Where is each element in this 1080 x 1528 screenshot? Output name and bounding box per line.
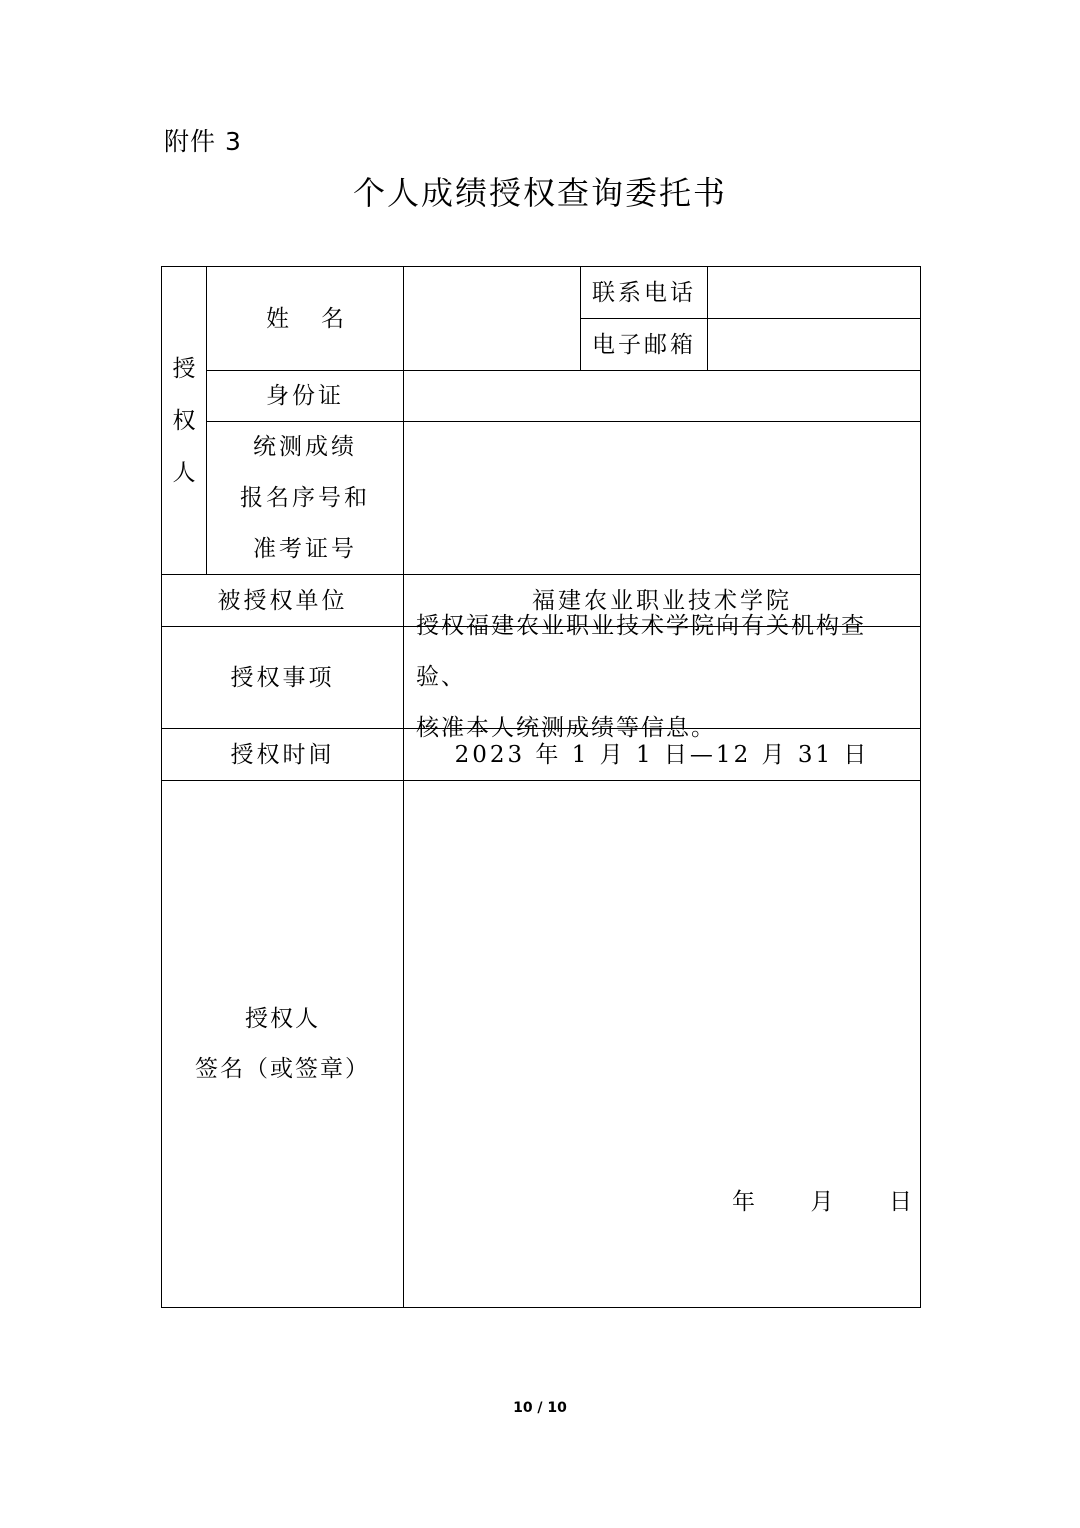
authorized-matter-value (403, 613, 921, 741)
signature-label-line: 授权人 (245, 1006, 320, 1032)
phone-label: 联系电话 (580, 266, 708, 319)
email-field[interactable] (707, 318, 921, 371)
phone-field[interactable] (707, 266, 921, 319)
name-field[interactable] (403, 266, 581, 371)
authorizer-char: 人 (172, 459, 196, 486)
authorizer-char: 权 (172, 407, 196, 434)
signature-label-line: 签名（或签章） (195, 1056, 370, 1082)
id-card-field[interactable] (403, 370, 921, 422)
matter-line: 核准本人统测成绩等信息。 (416, 715, 716, 741)
authorized-unit-label: 被授权单位 (161, 574, 404, 627)
attachment-label: 附件 3 (164, 127, 242, 156)
date-year: 年 (732, 1189, 755, 1215)
id-card-label: 身份证 (206, 370, 404, 422)
authorizer-char: 授 (172, 355, 196, 382)
exam-number-label (206, 421, 404, 575)
authorized-time-label: 授权时间 (161, 728, 404, 781)
authorizer-group-label (161, 266, 207, 575)
document-title: 个人成绩授权查询委托书 (352, 174, 727, 212)
exam-number-field[interactable] (403, 421, 921, 575)
matter-line: 授权福建农业职业技术学院向有关机构查验、 (416, 613, 866, 690)
signature-label (161, 780, 404, 1308)
signature-area[interactable] (403, 780, 921, 1308)
name-label: 姓名 (206, 266, 404, 371)
exam-label-line: 准考证号 (253, 535, 357, 562)
exam-label-line: 报名序号和 (240, 484, 370, 511)
authorized-unit-value: 福建农业职业技术学院 (403, 574, 921, 627)
email-label: 电子邮箱 (580, 318, 708, 371)
exam-label-line: 统测成绩 (253, 433, 357, 460)
authorized-time-value: 2023 年 1 月 1 日—12 月 31 日 (403, 728, 921, 781)
signature-date (732, 1184, 912, 1220)
date-month: 月 (810, 1189, 834, 1215)
date-day: 日 (889, 1189, 912, 1215)
authorized-matter-label: 授权事项 (161, 626, 404, 729)
page-number: 10 / 10 (513, 1400, 567, 1416)
